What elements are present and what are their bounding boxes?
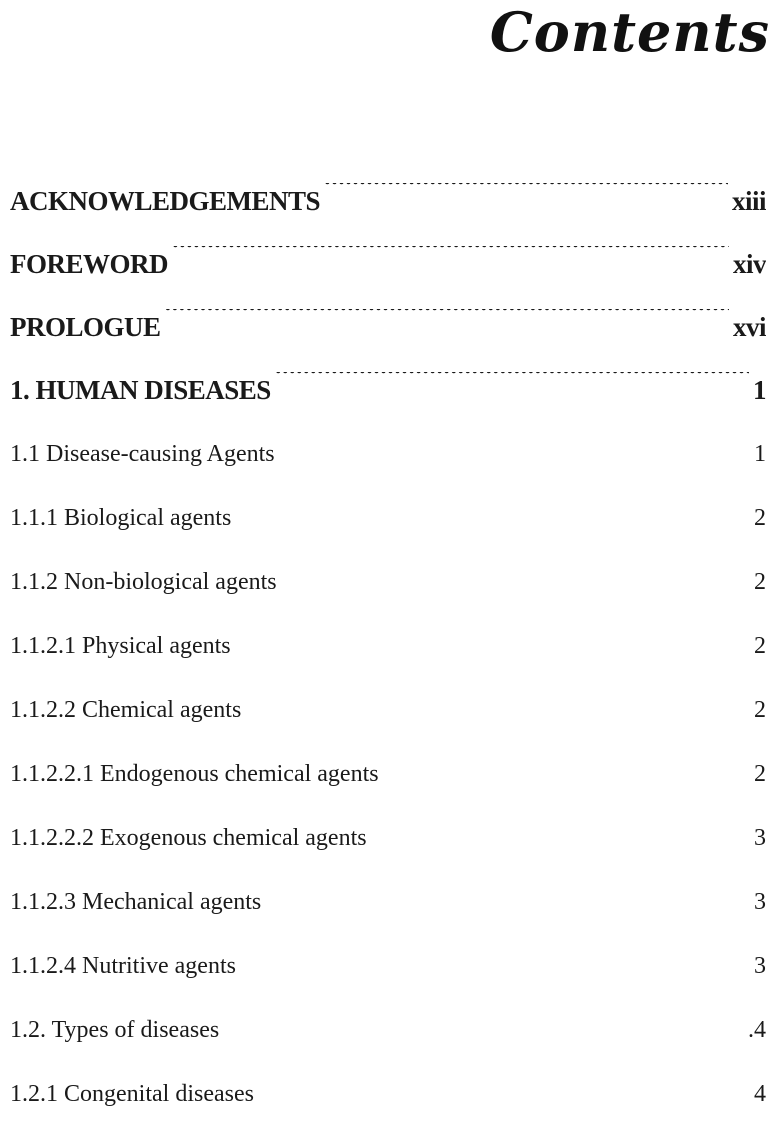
toc-entry-page: 2 [754, 505, 766, 531]
dot-leader [265, 885, 750, 909]
toc-entry-chemical-agents[interactable] [10, 678, 766, 742]
toc-entry-foreword[interactable] [10, 233, 766, 296]
toc-entry-biological-agents[interactable] [10, 486, 766, 550]
toc-entry-page: xiii [731, 186, 766, 216]
dot-leader [240, 949, 750, 973]
toc-entry-page: 2 [754, 569, 766, 595]
toc-entry-non-biological-agents[interactable] [10, 550, 766, 614]
toc-entry-page: 2 [754, 761, 766, 787]
dot-leader [223, 1013, 744, 1037]
dot-leader [383, 757, 750, 781]
toc-entry-page: 3 [754, 953, 766, 979]
dot-leader [245, 693, 750, 717]
toc-entry-page: 2 [754, 697, 766, 723]
table-of-contents [10, 170, 766, 1126]
toc-entry-label: 1.1.2 Non-biological agents [10, 569, 277, 595]
toc-entry-disease-causing-agents[interactable] [10, 422, 766, 486]
dot-leader [172, 246, 729, 273]
toc-entry-page: xvi [732, 312, 766, 342]
toc-entry-nutritive-agents[interactable] [10, 934, 766, 998]
toc-entry-page: 3 [754, 825, 766, 851]
toc-entry-page: 1 [753, 375, 766, 405]
dot-leader [235, 629, 750, 653]
toc-entry-label: 1. HUMAN DISEASES [10, 375, 271, 405]
toc-entry-label: 1.2.1 Congenital diseases [10, 1081, 254, 1107]
toc-entry-acknowledgements[interactable] [10, 170, 766, 233]
toc-entry-congenital-diseases[interactable] [10, 1062, 766, 1126]
dot-leader [165, 309, 729, 336]
toc-entry-label: 1.2. Types of diseases [10, 1017, 220, 1043]
toc-entry-label: 1.1 Disease-causing Agents [10, 441, 275, 467]
toc-entry-label: 1.1.2.1 Physical agents [10, 633, 231, 659]
toc-entry-page: .4 [748, 1017, 766, 1043]
dot-leader [324, 183, 728, 210]
toc-entry-label: ACKNOWLEDGEMENTS [10, 186, 321, 216]
toc-entry-page: 1 [754, 441, 766, 467]
dot-leader [235, 501, 750, 525]
dot-leader [281, 565, 750, 589]
toc-entry-page: xiv [732, 249, 766, 279]
toc-entry-label: 1.1.2.3 Mechanical agents [10, 889, 262, 915]
toc-entry-endogenous-chemical-agents[interactable] [10, 742, 766, 806]
dot-leader [279, 437, 750, 461]
toc-entry-physical-agents[interactable] [10, 614, 766, 678]
toc-entry-prologue[interactable] [10, 296, 766, 359]
dot-leader [258, 1077, 750, 1101]
toc-entry-human-diseases[interactable] [10, 359, 766, 422]
toc-entry-label: 1.1.2.2 Chemical agents [10, 697, 242, 723]
toc-entry-exogenous-chemical-agents[interactable] [10, 806, 766, 870]
toc-entry-label: 1.1.2.2.2 Exogenous chemical agents [10, 825, 367, 851]
toc-entry-page: 4 [754, 1081, 766, 1107]
toc-entry-label: 1.1.2.2.1 Endogenous chemical agents [10, 761, 379, 787]
toc-entry-page: 3 [754, 889, 766, 915]
dot-leader [275, 372, 749, 399]
page-title: Contents [489, 0, 770, 64]
toc-entry-page: 2 [754, 633, 766, 659]
toc-entry-label: FOREWORD [10, 249, 168, 279]
toc-entry-types-of-diseases[interactable] [10, 998, 766, 1062]
toc-entry-mechanical-agents[interactable] [10, 870, 766, 934]
dot-leader [371, 821, 750, 845]
toc-entry-label: 1.1.1 Biological agents [10, 505, 232, 531]
toc-entry-label: 1.1.2.4 Nutritive agents [10, 953, 236, 979]
toc-entry-label: PROLOGUE [10, 312, 161, 342]
